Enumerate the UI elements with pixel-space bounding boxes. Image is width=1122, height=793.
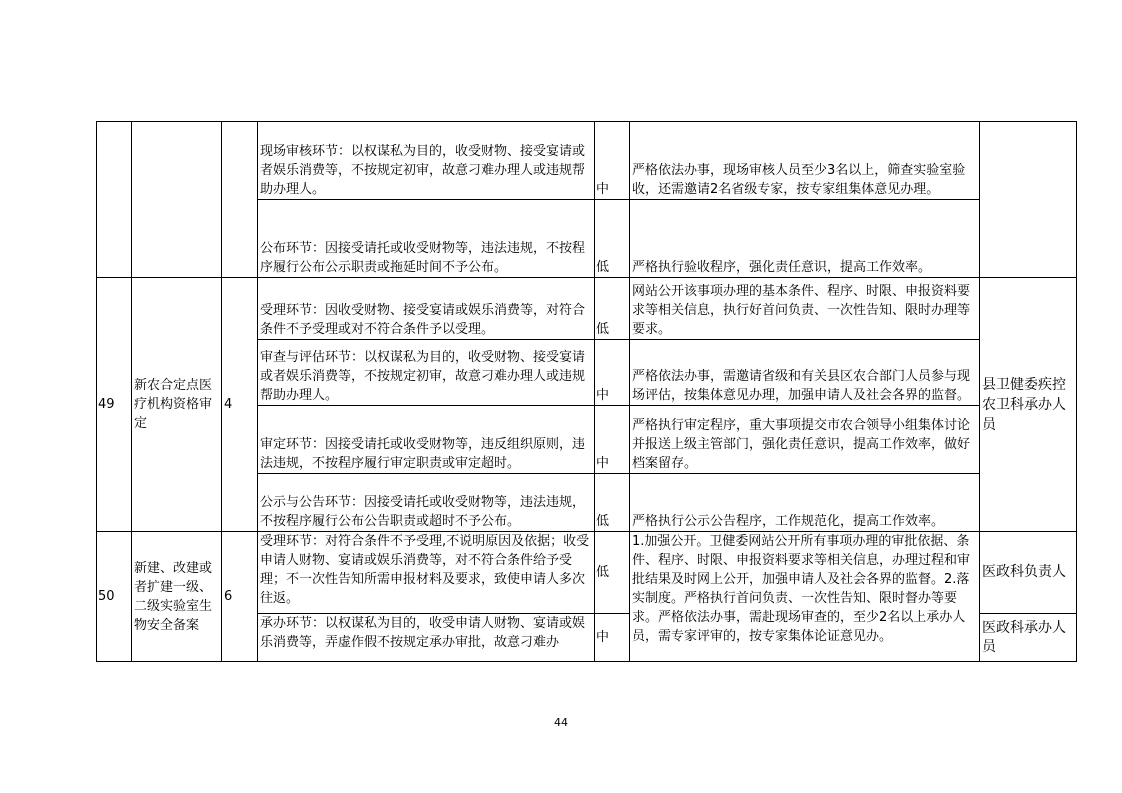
item-number: 50 <box>97 532 132 662</box>
risk-table <box>96 121 1077 662</box>
measure-cell: 严格执行审定程序，重大事项提交市农合领导小组集体讨论并报送上级主管部门，强化责任意识，提高工作效率，做好档案留存。 <box>630 406 980 474</box>
risk-level-cell: 低 <box>595 278 630 340</box>
item-number: 49 <box>97 278 132 532</box>
risk-level-cell: 低 <box>595 532 630 614</box>
owner-cell: 医政科负责人 <box>980 532 1077 614</box>
stage-cell: 现场审核环节：以权谋私为目的，收受财物、接受宴请或者娱乐消费等，不按规定初审，故意刁难办理人或违规帮助办理人。 <box>258 122 595 200</box>
owner-cell: 县卫健委疾控农卫科承办人员 <box>980 278 1077 532</box>
empty-cell <box>222 122 258 278</box>
stage-cell: 承办环节：以权谋私为目的，收受申请人财物、宴请或娱乐消费等，弄虚作假不按规定承办审批，故意刁难办 <box>258 614 595 662</box>
risk-level-cell: 中 <box>595 614 630 662</box>
table-row <box>97 532 1077 614</box>
stage-cell: 受理环节：因收受财物、接受宴请或娱乐消费等，对符合条件不予受理或对不符合条件予以受理。 <box>258 278 595 340</box>
table-row <box>97 278 1077 340</box>
risk-level-cell: 低 <box>595 200 630 278</box>
table-row <box>97 122 1077 200</box>
owner-cell: 医政科承办人员 <box>980 614 1077 662</box>
measure-cell: 严格依法办事，需邀请省级和有关县区农合部门人员参与现场评估，按集体意见办理，加强申请人及社会各界的监督。 <box>630 340 980 406</box>
stage-cell: 受理环节：对符合条件不予受理,不说明原因及依据；收受申请人财物、宴请或娱乐消费等，对不符合条件给予受理；不一次性告知所需申报材料及要求，致使申请人多次往返。 <box>258 532 595 614</box>
measure-cell: 严格执行公示公告程序，工作规范化，提高工作效率。 <box>630 474 980 532</box>
item-name: 新建、改建或者扩建一级、二级实验室生物安全备案 <box>132 532 222 662</box>
risk-level-cell: 中 <box>595 122 630 200</box>
measure-cell: 1.加强公开。卫健委网站公开所有事项办理的审批依据、条件、程序、时限、申报资料要求等相关信息，办理过程和审批结果及时网上公开，加强申请人及社会各界的监督。2.落实制度。严格执行首问负责、一次性告知、限时督办等要求。严格依法办事，需赴现场审查的，至少2名以上承办人员，需专家评审的，按专家集体论证意见办。 <box>630 532 980 662</box>
item-count: 6 <box>222 532 258 662</box>
stage-cell: 公布环节：因接受请托或收受财物等，违法违规，不按程序履行公布公示职责或拖延时间不予公布。 <box>258 200 595 278</box>
measure-cell: 严格依法办事，现场审核人员至少3名以上，筛查实验室验收，还需邀请2名省级专家，按专家组集体意见办理。 <box>630 122 980 200</box>
page-number: 44 <box>554 716 568 729</box>
stage-cell: 审定环节：因接受请托或收受财物等，违反组织原则，违法违规，不按程序履行审定职责或审定超时。 <box>258 406 595 474</box>
measure-cell: 网站公开该事项办理的基本条件、程序、时限、申报资料要求等相关信息，执行好首问负责、一次性告知、限时办理等要求。 <box>630 278 980 340</box>
empty-cell <box>980 122 1077 278</box>
item-count: 4 <box>222 278 258 532</box>
measure-cell: 严格执行验收程序，强化责任意识，提高工作效率。 <box>630 200 980 278</box>
stage-cell: 公示与公告环节：因接受请托或收受财物等，违法违规，不按程序履行公布公告职责或超时不予公布。 <box>258 474 595 532</box>
risk-level-cell: 中 <box>595 340 630 406</box>
empty-cell <box>132 122 222 278</box>
risk-level-cell: 低 <box>595 474 630 532</box>
stage-cell: 审查与评估环节：以权谋私为目的，收受财物、接受宴请或者娱乐消费等，不按规定初审，故意刁难办理人或违规帮助办理人。 <box>258 340 595 406</box>
risk-level-cell: 中 <box>595 406 630 474</box>
empty-cell <box>97 122 132 278</box>
item-name: 新农合定点医疗机构资格审定 <box>132 278 222 532</box>
